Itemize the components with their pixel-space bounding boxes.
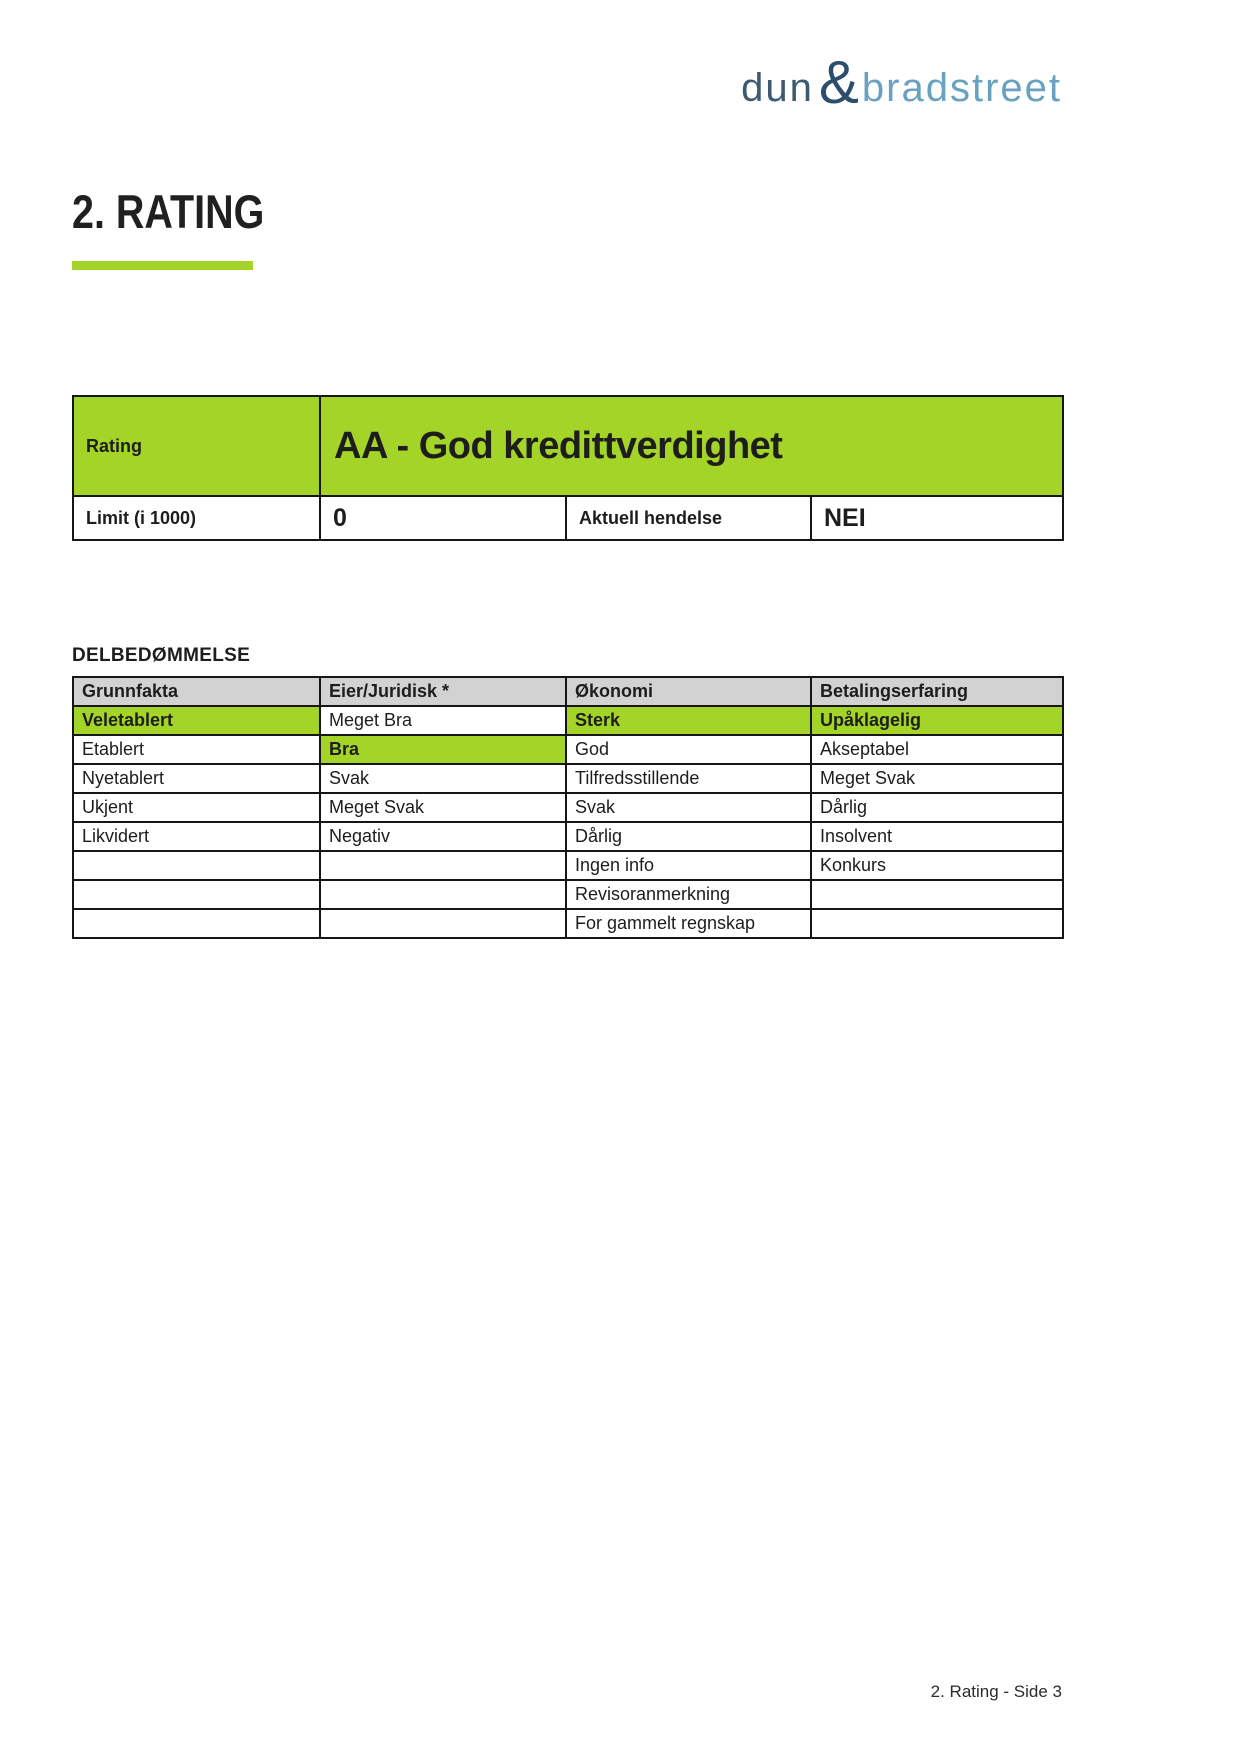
assessment-header-cell: Betalingserfaring — [811, 677, 1063, 706]
assessment-cell — [811, 880, 1063, 909]
assessment-row — [73, 793, 1063, 822]
assessment-cell: Konkurs — [811, 851, 1063, 880]
assessment-cell — [811, 909, 1063, 938]
assessment-cell — [73, 851, 320, 880]
assessment-cell — [320, 880, 566, 909]
limit-row — [73, 496, 1063, 540]
assessment-cell: Akseptabel — [811, 735, 1063, 764]
assessment-cell: For gammelt regnskap — [566, 909, 811, 938]
delbedommelse-title: DELBEDØMMELSE — [72, 645, 251, 666]
assessment-cell: Dårlig — [566, 822, 811, 851]
dun-bradstreet-logo — [741, 49, 1062, 116]
page-footer: 2. Rating - Side 3 — [930, 1682, 1062, 1701]
assessment-cell — [73, 909, 320, 938]
assessment-header-cell: Økonomi — [566, 677, 811, 706]
page-title: 2. RATING — [72, 185, 265, 238]
assessment-cell: Revisoranmerkning — [566, 880, 811, 909]
assessment-header-cell: Grunnfakta — [73, 677, 320, 706]
assessment-row — [73, 822, 1063, 851]
limit-value-cell: 0 — [320, 496, 566, 540]
logo-dun-text: dun — [741, 66, 814, 110]
assessment-cell: Sterk — [566, 706, 811, 735]
rating-label-cell: Rating — [73, 396, 320, 496]
event-value-cell: NEI — [811, 496, 1063, 540]
assessment-cell: Negativ — [320, 822, 566, 851]
assessment-cell: Likvidert — [73, 822, 320, 851]
assessment-cell — [320, 909, 566, 938]
assessment-cell: Meget Bra — [320, 706, 566, 735]
logo-bradstreet-text: bradstreet — [861, 66, 1062, 110]
assessment-cell: Meget Svak — [320, 793, 566, 822]
assessment-cell: Nyetablert — [73, 764, 320, 793]
assessment-table-body — [73, 706, 1063, 938]
assessment-table — [72, 676, 1064, 939]
assessment-cell: Bra — [320, 735, 566, 764]
assessment-cell — [320, 851, 566, 880]
assessment-cell: Svak — [566, 793, 811, 822]
assessment-header-cell: Eier/Juridisk * — [320, 677, 566, 706]
assessment-cell: Insolvent — [811, 822, 1063, 851]
rating-table — [72, 395, 1064, 541]
rating-value-cell: AA - God kredittverdighet — [320, 396, 1063, 496]
assessment-row — [73, 909, 1063, 938]
rating-header-row — [73, 396, 1063, 496]
assessment-cell — [73, 880, 320, 909]
assessment-cell: Veletablert — [73, 706, 320, 735]
assessment-cell: Etablert — [73, 735, 320, 764]
assessment-cell: Tilfredsstillende — [566, 764, 811, 793]
limit-label-cell: Limit (i 1000) — [73, 496, 320, 540]
ampersand-icon: & — [818, 49, 859, 116]
assessment-cell: Meget Svak — [811, 764, 1063, 793]
assessment-row — [73, 735, 1063, 764]
assessment-row — [73, 880, 1063, 909]
assessment-row — [73, 851, 1063, 880]
assessment-cell: Dårlig — [811, 793, 1063, 822]
title-underline-bar — [72, 261, 253, 270]
assessment-row — [73, 706, 1063, 735]
assessment-row — [73, 764, 1063, 793]
event-label-cell: Aktuell hendelse — [566, 496, 811, 540]
assessment-cell: Upåklagelig — [811, 706, 1063, 735]
assessment-header-row — [73, 677, 1063, 706]
assessment-table-head — [73, 677, 1063, 706]
assessment-cell: Ukjent — [73, 793, 320, 822]
assessment-cell: Svak — [320, 764, 566, 793]
assessment-cell: Ingen info — [566, 851, 811, 880]
assessment-cell: God — [566, 735, 811, 764]
